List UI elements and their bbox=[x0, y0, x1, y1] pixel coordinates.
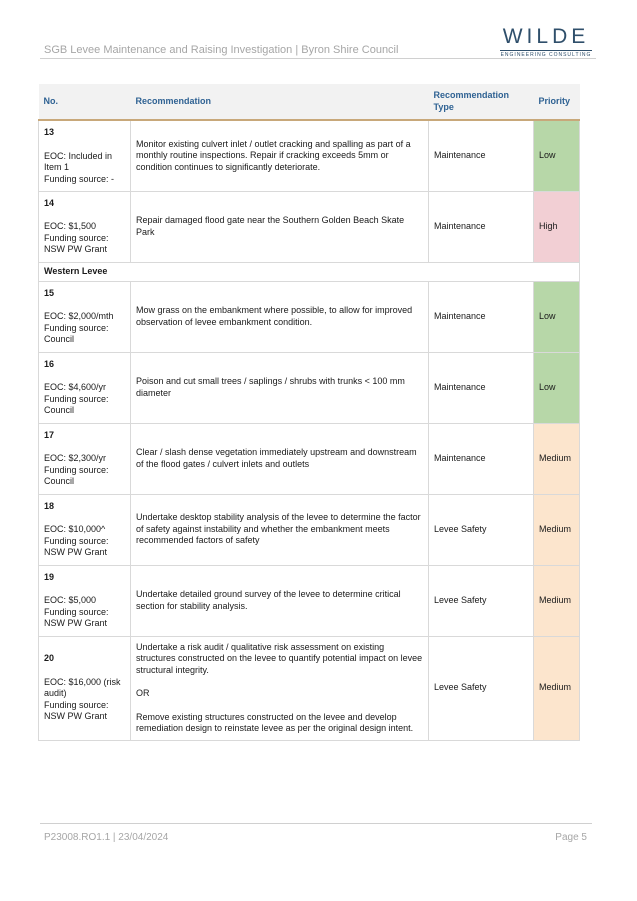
funding-source-text: Funding source: NSW PW Grant bbox=[44, 232, 109, 254]
eoc-text: EOC: $2,000/mth bbox=[44, 311, 114, 321]
eoc-text: EOC: Included in Item 1 bbox=[44, 150, 113, 172]
recommendation-text: Mow grass on the embankment where possible, to allow for improved observation of levee embankment condition. bbox=[136, 305, 413, 327]
recommendation-type-cell: Levee Safety bbox=[429, 636, 534, 740]
item-number: 15 bbox=[44, 287, 55, 298]
recommendations-table bbox=[38, 84, 580, 741]
item-number: 20 bbox=[44, 653, 55, 664]
recommendation-cell bbox=[131, 423, 429, 494]
table-row bbox=[39, 281, 580, 352]
wilde-logo bbox=[500, 26, 592, 58]
recommendation-cell bbox=[131, 352, 429, 423]
item-number: 19 bbox=[44, 571, 55, 582]
recommendation-type-cell: Levee Safety bbox=[429, 494, 534, 565]
recommendation-text: Undertake desktop stability analysis of the levee to determine the factor of safety against instability and whether the embankment meets recommended factors of safety bbox=[136, 512, 421, 546]
item-number-cell bbox=[39, 494, 131, 565]
logo-rule bbox=[500, 50, 592, 51]
eoc-text: EOC: $1,500 bbox=[44, 221, 97, 231]
recommendation-text: Clear / slash dense vegetation immediately upstream and downstream of the flood gates / culvert inlets and outlets bbox=[136, 447, 417, 469]
priority-cell: Medium bbox=[534, 565, 580, 636]
table-row bbox=[39, 636, 580, 740]
recommendation-or-text: OR bbox=[136, 688, 150, 698]
recommendation-type-cell: Maintenance bbox=[429, 352, 534, 423]
table-row bbox=[39, 423, 580, 494]
item-number-cell bbox=[39, 191, 131, 262]
header-divider bbox=[40, 58, 596, 59]
table-row bbox=[39, 494, 580, 565]
recommendation-type-cell: Levee Safety bbox=[429, 565, 534, 636]
priority-cell: Medium bbox=[534, 423, 580, 494]
eoc-text: EOC: $16,000 (risk audit) bbox=[44, 676, 121, 699]
priority-cell: Low bbox=[534, 281, 580, 352]
item-number: 17 bbox=[44, 429, 55, 440]
item-number-cell bbox=[39, 120, 131, 191]
recommendation-text: Undertake a risk audit / qualitative risk assessment on existing structures constructed on the levee to quantify potential impact on levee structural integrity. bbox=[136, 641, 423, 675]
recommendation-type-cell: Maintenance bbox=[429, 281, 534, 352]
eoc-text: EOC: $2,300/yr bbox=[44, 453, 107, 463]
priority-cell: Medium bbox=[534, 494, 580, 565]
table-header-row bbox=[39, 84, 580, 120]
recommendation-type-cell: Maintenance bbox=[429, 120, 534, 191]
logo-tagline: ENGINEERING CONSULTING bbox=[500, 52, 592, 58]
item-number-cell bbox=[39, 423, 131, 494]
section-row bbox=[39, 262, 580, 281]
priority-cell: Low bbox=[534, 352, 580, 423]
eoc-text: EOC: $4,600/yr bbox=[44, 382, 107, 392]
document-reference: P23008.RO1.1 | 23/04/2024 bbox=[44, 832, 169, 843]
funding-source-text: Funding source: Council bbox=[44, 464, 109, 486]
column-header-priority: Priority bbox=[534, 84, 580, 120]
item-number: 16 bbox=[44, 358, 55, 369]
item-number-cell bbox=[39, 352, 131, 423]
table-row bbox=[39, 191, 580, 262]
recommendation-type-cell: Maintenance bbox=[429, 191, 534, 262]
recommendation-text: Undertake detailed ground survey of the levee to determine critical section for stability analysis. bbox=[136, 589, 401, 611]
recommendation-text: Monitor existing culvert inlet / outlet cracking and spalling as part of a monthly routine inspections. Repair if cracking exceeds 5mm or condition continues to significantly deteriorate. bbox=[136, 138, 411, 172]
funding-source-text: Funding source: NSW PW Grant bbox=[44, 699, 109, 722]
eoc-text: EOC: $5,000 bbox=[44, 595, 97, 605]
recommendation-cell bbox=[131, 120, 429, 191]
item-number-cell bbox=[39, 565, 131, 636]
eoc-text: EOC: $10,000^ bbox=[44, 524, 106, 534]
priority-cell: Medium bbox=[534, 636, 580, 740]
recommendation-type-cell: Maintenance bbox=[429, 423, 534, 494]
logo-wordmark: WILDE bbox=[502, 25, 590, 48]
funding-source-text: Funding source: Council bbox=[44, 393, 109, 415]
column-header-recommendation: Recommendation bbox=[131, 84, 429, 120]
recommendation-cell bbox=[131, 281, 429, 352]
column-header-no: No. bbox=[39, 84, 131, 120]
table-row bbox=[39, 352, 580, 423]
item-number: 18 bbox=[44, 500, 55, 511]
funding-source-text: Funding source: NSW PW Grant bbox=[44, 606, 109, 628]
item-number: 14 bbox=[44, 197, 55, 208]
footer-divider bbox=[40, 823, 592, 824]
funding-source-text: Funding source: - bbox=[44, 173, 115, 184]
recommendation-cell bbox=[131, 565, 429, 636]
recommendation-text: Poison and cut small trees / saplings / shrubs with trunks < 100 mm diameter bbox=[136, 376, 405, 398]
item-number-cell bbox=[39, 281, 131, 352]
recommendation-text: Repair damaged flood gate near the Southern Golden Beach Skate Park bbox=[136, 215, 405, 237]
recommendation-text: Remove existing structures constructed on the levee and develop remediation design to reinstate levee as per the original design intent. bbox=[136, 711, 414, 733]
document-header-title: SGB Levee Maintenance and Raising Investigation | Byron Shire Council bbox=[44, 44, 399, 56]
column-header-type: Recommendation Type bbox=[429, 84, 534, 120]
item-number-cell bbox=[39, 636, 131, 740]
funding-source-text: Funding source: NSW PW Grant bbox=[44, 535, 109, 557]
funding-source-text: Funding source: Council bbox=[44, 322, 109, 344]
page-number: Page 5 bbox=[555, 832, 587, 843]
recommendation-cell bbox=[131, 191, 429, 262]
priority-cell: Low bbox=[534, 120, 580, 191]
priority-cell: High bbox=[534, 191, 580, 262]
recommendation-cell bbox=[131, 494, 429, 565]
section-label-western-levee: Western Levee bbox=[39, 262, 580, 281]
table-row bbox=[39, 120, 580, 191]
table-row bbox=[39, 565, 580, 636]
recommendation-cell bbox=[131, 636, 429, 740]
item-number: 13 bbox=[44, 127, 55, 137]
